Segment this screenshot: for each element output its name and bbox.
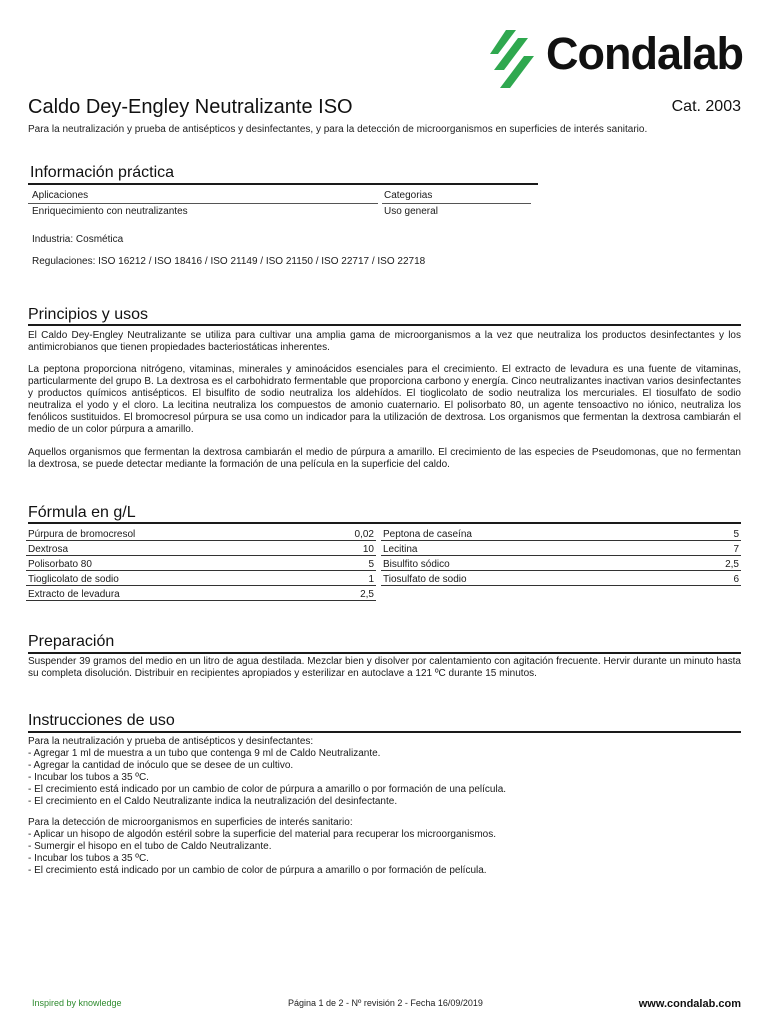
formula-amount: 5 xyxy=(314,556,376,571)
formula-ingredient: Tiosulfato de sodio xyxy=(381,571,682,586)
formula-ingredient: Bisulfito sódico xyxy=(381,556,682,571)
formula-amount: 2,5 xyxy=(314,586,376,601)
formula-ingredient: Púrpura de bromocresol xyxy=(26,526,314,541)
footer-tagline: Inspired by knowledge xyxy=(32,998,122,1008)
section-heading-principles: Principios y usos xyxy=(28,306,149,323)
instruction-line: - Agregar 1 ml de muestra a un tubo que contenga 9 ml de Caldo Neutralizante. xyxy=(28,748,381,759)
formula-row xyxy=(381,526,741,541)
instruction-line: - Sumergir el hisopo en el tubo de Caldo Neutralizante. xyxy=(28,841,272,852)
formula-row xyxy=(26,586,376,601)
formula-row xyxy=(26,556,376,571)
principles-paragraph-2: La peptona proporciona nitrógeno, vitaminas, minerales y aminoácidos esenciales para el crecimiento. El extracto de levadura es una fuente de vitaminas, particularmente del grupo B. La dextrosa es el carbohidrato fermentable que proporciona carbono y energía. Cinco neutralizantes inactivan varios desinfectantes y productos químicos antisépticos. El bisulfito de sodio neutraliza los aldehídos. El tioglicolato de sodio neutraliza los mercuriales. El tiosulfato de sodio neutraliza el yodo y el cloro. La lecitina neutraliza los compuestos de amonio cuaternario. El polisorbato 80, un agente tensoactivo no iónico, neutraliza los fenólicos sustituidos. El bromocresol púrpura se usa como un indicador para la utilización de dextrosa. Los organismos que fermentan la dextrosa cambiarán el medio de un color púrpura a amarillo. xyxy=(28,364,741,435)
formula-row xyxy=(381,541,741,556)
section-heading-formula: Fórmula en g/L xyxy=(28,504,136,521)
formula-table-right xyxy=(381,526,741,586)
catalog-number: Cat. 2003 xyxy=(671,98,741,115)
formula-amount: 6 xyxy=(682,571,741,586)
formula-amount: 1 xyxy=(314,571,376,586)
section-rule xyxy=(28,731,741,733)
formula-ingredient: Dextrosa xyxy=(26,541,314,556)
info-col2-header: Categorias xyxy=(384,190,433,201)
section-rule xyxy=(28,324,741,326)
page-title: Caldo Dey-Engley Neutralizante ISO xyxy=(28,96,353,118)
formula-row xyxy=(26,541,376,556)
formula-amount: 0,02 xyxy=(314,526,376,541)
formula-row xyxy=(26,571,376,586)
formula-amount: 5 xyxy=(682,526,741,541)
brand-logo xyxy=(488,28,742,90)
formula-ingredient: Peptona de caseína xyxy=(381,526,682,541)
instruction-line: - Aplicar un hisopo de algodón estéril sobre la superficie del material para recuperar los microorganismos. xyxy=(28,829,497,840)
principles-paragraph-1: El Caldo Dey-Engley Neutralizante se utiliza para cultivar una amplia gama de microorganismos a la vez que neutraliza los productos desinfectantes y los antimicrobianos que tienen propiedades bacteriostáticas inherentes. xyxy=(28,330,741,353)
instruction-line: - Agregar la cantidad de inóculo que se desee de un cultivo. xyxy=(28,760,294,771)
formula-ingredient: Lecitina xyxy=(381,541,682,556)
condalab-logo-icon xyxy=(488,30,536,92)
preparation-text: Suspender 39 gramos del medio en un litro de agua destilada. Mezclar bien y disolver por calentamiento con agitación frecuente. Hervir durante un minuto hasta su completa disolución. Distribuir en recipientes apropiados y esterilizar en autoclave a 121 ºC durante 15 minutos. xyxy=(28,656,741,679)
section-rule xyxy=(28,183,538,185)
section-heading-preparation: Preparación xyxy=(28,633,115,650)
instruction-line: - El crecimiento en el Caldo Neutralizante indica la neutralización del desinfectante. xyxy=(28,796,398,807)
instructions-block-2 xyxy=(28,817,496,877)
page-subtitle: Para la neutralización y prueba de antisépticos y desinfectantes, y para la detección de microorganismos en superficies de interés sanitario. xyxy=(28,124,648,135)
instruction-line: - El crecimiento está indicado por un cambio de color de púrpura a amarillo o por formación de película. xyxy=(28,865,487,876)
instruction-line: Para la neutralización y prueba de antisépticos y desinfectantes: xyxy=(28,736,314,747)
section-rule xyxy=(28,522,741,524)
instruction-line: - Incubar los tubos a 35 ºC. xyxy=(28,772,149,783)
info-divider xyxy=(28,203,378,204)
formula-amount: 7 xyxy=(682,541,741,556)
formula-amount: 10 xyxy=(314,541,376,556)
info-col1-value: Enriquecimiento con neutralizantes xyxy=(32,206,188,217)
instruction-line: Para la detección de microorganismos en superficies de interés sanitario: xyxy=(28,817,353,828)
instructions-block-1 xyxy=(28,736,506,808)
formula-row xyxy=(381,571,741,586)
info-col1-header: Aplicaciones xyxy=(32,190,89,201)
section-rule xyxy=(28,652,741,654)
section-heading-info: Información práctica xyxy=(30,164,175,181)
footer-website-link[interactable]: www.condalab.com xyxy=(638,998,741,1010)
info-col2-value: Uso general xyxy=(384,206,438,217)
section-heading-instructions: Instrucciones de uso xyxy=(28,712,175,729)
formula-ingredient: Polisorbato 80 xyxy=(26,556,314,571)
instruction-line: - Incubar los tubos a 35 ºC. xyxy=(28,853,149,864)
principles-paragraph-3: Aquellos organismos que fermentan la dextrosa cambiarán el medio de púrpura a amarillo. El crecimiento de las especies de Pseudomonas, que no fermentan la dextrosa, se puede detectar mediante la formación de una película en la superficie del caldo. xyxy=(28,447,741,470)
formula-row xyxy=(26,526,376,541)
brand-name: Condalab xyxy=(546,28,744,79)
info-regulations: Regulaciones: ISO 16212 / ISO 18416 / ISO 21149 / ISO 21150 / ISO 22717 / ISO 22718 xyxy=(32,256,426,267)
info-divider xyxy=(382,203,531,204)
formula-amount: 2,5 xyxy=(682,556,741,571)
formula-table-left xyxy=(26,526,376,601)
formula-row xyxy=(381,556,741,571)
info-industry: Industria: Cosmética xyxy=(32,234,124,245)
formula-ingredient: Extracto de levadura xyxy=(26,586,314,601)
footer-page-info: Página 1 de 2 - Nº revisión 2 - Fecha 16/09/2019 xyxy=(288,998,483,1008)
instruction-line: - El crecimiento está indicado por un cambio de color de púrpura a amarillo o por formación de una película. xyxy=(28,784,507,795)
formula-ingredient: Tioglicolato de sodio xyxy=(26,571,314,586)
